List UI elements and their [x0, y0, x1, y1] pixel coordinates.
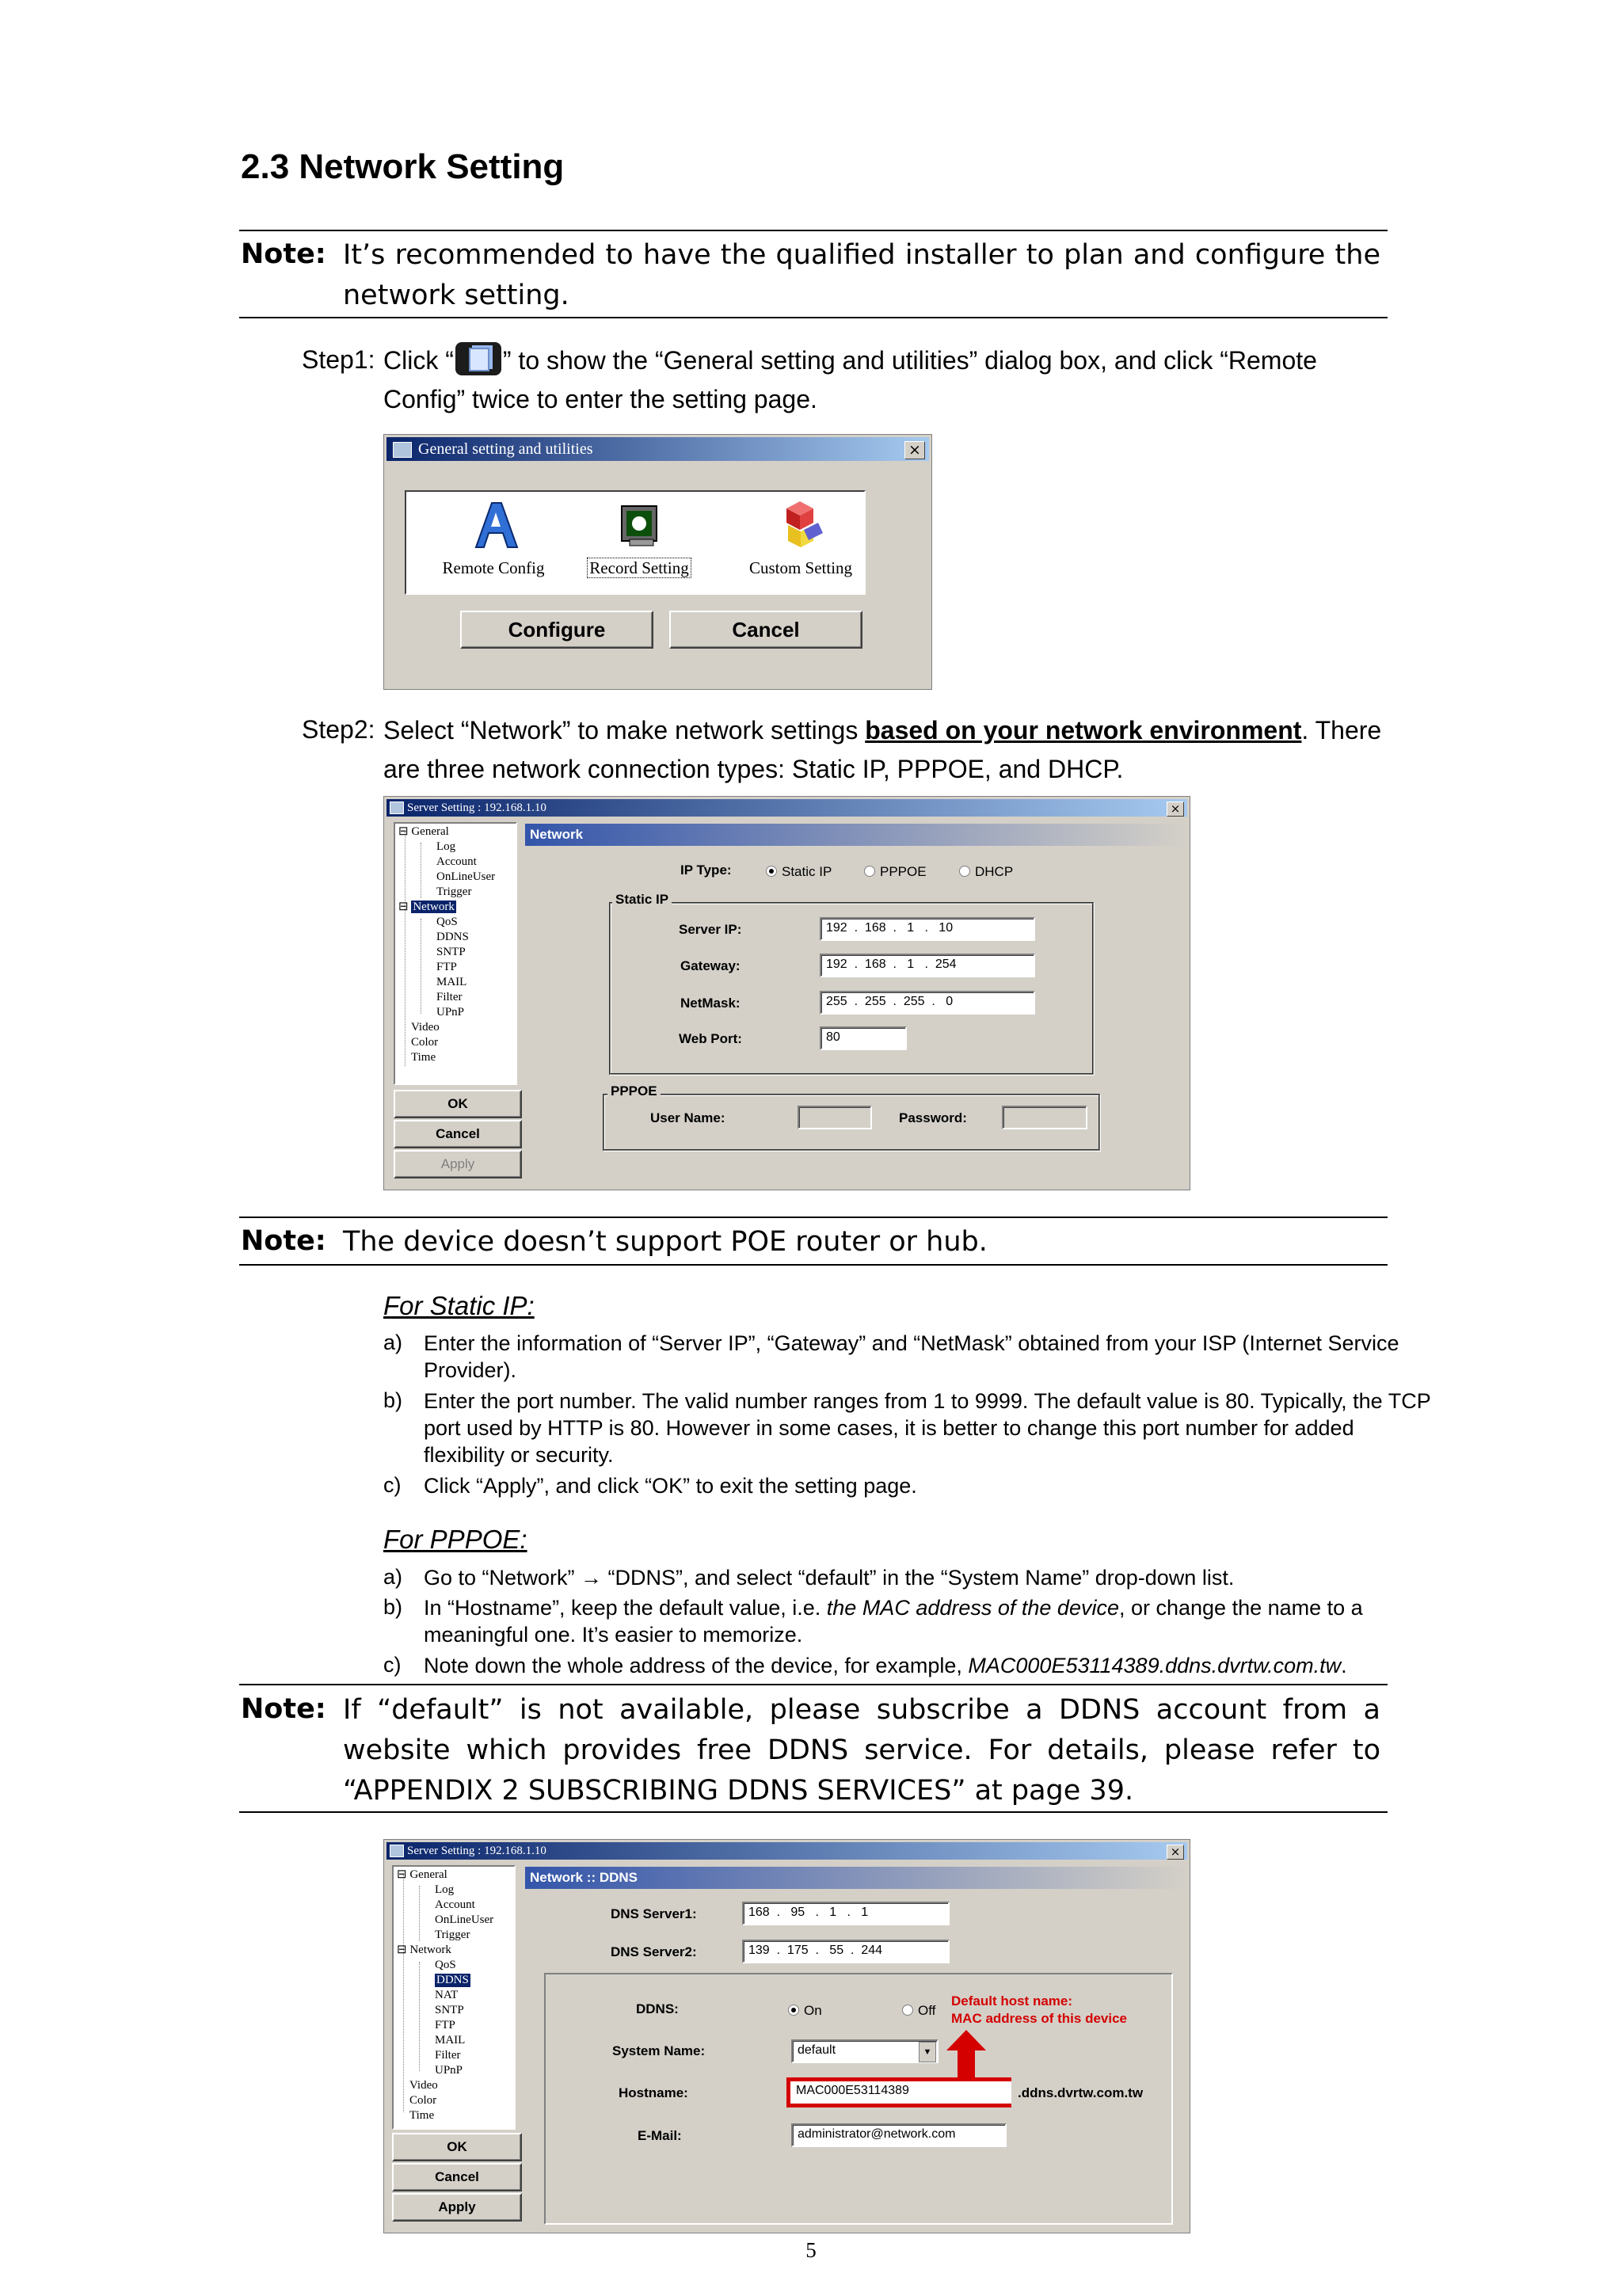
- tree-item-general[interactable]: ⊟ General: [397, 1868, 447, 1881]
- radio-off-icon: [959, 866, 970, 877]
- tree-item-nat[interactable]: NAT: [435, 1989, 459, 2001]
- tree-item-filter[interactable]: Filter: [436, 991, 463, 1003]
- tree-item-color[interactable]: Color: [409, 2094, 437, 2107]
- tree-item-onlineuser[interactable]: OnLineUser: [436, 870, 496, 883]
- email-label: E-Mail:: [638, 2128, 682, 2143]
- custom-setting-icon: [772, 498, 828, 554]
- note-label: Note:: [241, 1225, 326, 1257]
- list-marker: b): [383, 1388, 403, 1412]
- web-port-field[interactable]: 80: [820, 1026, 907, 1050]
- remote-config-label: Remote Config: [442, 558, 545, 577]
- note-rule-top: [239, 1684, 1388, 1685]
- step1-label: Step1:: [302, 345, 375, 374]
- tree-item-onlineuser[interactable]: OnLineUser: [435, 1913, 494, 1926]
- ddns-label: DDNS:: [636, 2001, 679, 2016]
- tree-item-general[interactable]: ⊟ General: [398, 825, 449, 838]
- tree-item-sntp[interactable]: SNTP: [436, 946, 466, 958]
- page-number: 5: [805, 2238, 817, 2262]
- utilities-panel: [405, 490, 866, 595]
- close-icon[interactable]: ×: [904, 441, 925, 459]
- general-setting-dialog: [383, 434, 932, 690]
- note-text: If “default” is not available, please subscribe a DDNS account from a website which provides free DDNS service. For details, please refer to “APPENDIX 2 SUBSCRIBING DDNS SERVICES” at page 39.: [343, 1694, 1380, 1807]
- record-setting-icon: [612, 498, 668, 554]
- tree-item-color[interactable]: Color: [411, 1036, 439, 1049]
- ok-button[interactable]: OK: [394, 1090, 522, 1118]
- password-field[interactable]: [1002, 1106, 1087, 1129]
- list-marker: c): [383, 1473, 402, 1497]
- list-item: In “Hostname”, keep the default value, i.e. the MAC address of the device, or change the name to a meaningful one. It’s easier to memorize.: [424, 1596, 1363, 1647]
- section-heading: 2.3 Network Setting: [241, 147, 565, 186]
- tree-item-filter[interactable]: Filter: [435, 2049, 461, 2062]
- configure-button[interactable]: Configure: [460, 611, 653, 649]
- radio-off-icon: [864, 866, 875, 877]
- tree-item-log[interactable]: Log: [435, 1883, 455, 1896]
- list-item: Click “Apply”, and click “OK” to exit the setting page.: [424, 1474, 917, 1498]
- radio-on-icon: [788, 2005, 799, 2016]
- tree-item-account[interactable]: Account: [435, 1898, 475, 1911]
- server-ip-label: Server IP:: [679, 922, 742, 937]
- server-setting-ddns-dialog: [383, 1839, 1190, 2233]
- chevron-down-icon: ▼: [919, 2042, 936, 2062]
- password-label: Password:: [899, 1110, 967, 1125]
- netmask-field[interactable]: 255 . 255 . 255 . 0: [820, 991, 1035, 1015]
- custom-setting-item[interactable]: [745, 498, 856, 585]
- tree-item-qos[interactable]: QoS: [435, 1959, 456, 1971]
- hostname-label: Hostname:: [619, 2085, 688, 2100]
- system-name-label: System Name:: [612, 2043, 706, 2058]
- netmask-label: NetMask:: [680, 996, 741, 1011]
- note-label: Note:: [241, 1693, 326, 1725]
- close-icon[interactable]: ×: [1167, 802, 1184, 817]
- tree-item-mail[interactable]: MAIL: [435, 2034, 466, 2047]
- tree-item-video[interactable]: Video: [409, 2079, 438, 2092]
- tree-item-trigger[interactable]: Trigger: [435, 1929, 470, 1941]
- app-icon: [390, 802, 404, 814]
- ip-type-pppoe-radio[interactable]: PPPOE: [864, 864, 927, 880]
- remote-config-item[interactable]: [438, 498, 549, 585]
- list-marker: a): [383, 1565, 403, 1589]
- hostname-field[interactable]: MAC000E53114389: [791, 2081, 1011, 2104]
- ddns-on-radio[interactable]: On: [788, 2003, 822, 2019]
- close-icon[interactable]: ×: [1167, 1845, 1184, 1860]
- list-item: Go to “Network” → “DDNS”, and select “default” in the “System Name” drop-down list.: [424, 1566, 1235, 1590]
- record-setting-label: Record Setting: [587, 558, 691, 578]
- tree-item-network[interactable]: ⊟ Network: [398, 901, 455, 913]
- email-field[interactable]: administrator@network.com: [791, 2123, 1007, 2147]
- dialog-title-bar: Server Setting : 192.168.1.10 ×: [386, 799, 1187, 817]
- list-marker: b): [383, 1595, 403, 1619]
- note-rule-bottom: [239, 1811, 1388, 1813]
- radio-off-icon: [902, 2005, 913, 2016]
- custom-setting-label: Custom Setting: [748, 558, 853, 577]
- dns-server2-label: DNS Server2:: [611, 1944, 697, 1959]
- system-name-select[interactable]: default ▼: [791, 2039, 939, 2063]
- note-text: The device doesn’t support POE router or hub.: [343, 1226, 988, 1258]
- ip-type-dhcp-radio[interactable]: DHCP: [959, 864, 1013, 880]
- tree-item-account[interactable]: Account: [436, 855, 477, 868]
- tree-item-upnp[interactable]: UPnP: [435, 2064, 463, 2077]
- remote-config-icon: [468, 498, 524, 554]
- list-item: Note down the whole address of the device, for example, MAC000E53114389.ddns.dvrtw.com.tw.: [424, 1654, 1347, 1677]
- settings-tree: [392, 1865, 516, 2130]
- hostname-suffix: .ddns.dvrtw.com.tw: [1018, 2085, 1144, 2100]
- apply-button[interactable]: Apply: [392, 2193, 522, 2222]
- ddns-off-radio[interactable]: Off: [902, 2003, 935, 2019]
- cancel-button[interactable]: Cancel: [392, 2163, 522, 2191]
- callout-line-1: Default host name:: [951, 1993, 1073, 2009]
- step2-text: Select “Network” to make network settings based on your network environment. There are three network connection types: Static IP, PPPOE, and DHCP.: [383, 716, 1382, 783]
- app-icon: [393, 442, 412, 458]
- dns-server1-field[interactable]: 168 . 95 . 1 . 1: [742, 1902, 950, 1925]
- tree-item-ftp[interactable]: FTP: [436, 961, 457, 973]
- user-name-field[interactable]: [798, 1106, 872, 1129]
- note-text: It’s recommended to have the qualified installer to plan and configure the network setting.: [343, 239, 1380, 311]
- settings-tree: [394, 822, 517, 1085]
- apply-button[interactable]: Apply: [394, 1150, 522, 1178]
- callout-arrow-icon: [946, 2030, 986, 2079]
- pppoe-heading: For PPPOE:: [383, 1525, 527, 1554]
- step1-text: Click “ ” to show the “General setting and utilities” dialog box, and click “Remote Config” twice to enter the setting page.: [383, 341, 1397, 419]
- cancel-button[interactable]: Cancel: [394, 1120, 522, 1148]
- dialog-title-bar: General setting and utilities ×: [386, 437, 929, 461]
- tree-item-ddns[interactable]: DDNS: [436, 1974, 469, 1986]
- radio-on-icon: [766, 866, 777, 877]
- ddns-banner: Network :: DDNS: [525, 1867, 1187, 1889]
- tree-item-video[interactable]: Video: [411, 1021, 440, 1034]
- tree-item-ftp[interactable]: FTP: [435, 2019, 455, 2031]
- note-rule-bottom: [239, 1264, 1388, 1266]
- tree-item-network[interactable]: ⊟ Network: [397, 1944, 451, 1956]
- list-item: Enter the port number. The valid number ranges from 1 to 9999. The default value is 80. Typically, the TCP port used by HTTP is 80. However in some cases, it is better to change this port number for added flexibility or security.: [424, 1389, 1431, 1467]
- dns-server1-label: DNS Server1:: [611, 1906, 697, 1921]
- note-rule-top: [239, 230, 1388, 231]
- gateway-label: Gateway:: [680, 958, 741, 973]
- callout-line-2: MAC address of this device: [951, 2011, 1128, 2026]
- cancel-button[interactable]: Cancel: [669, 611, 862, 649]
- dialog-title-bar: Server Setting : 192.168.1.10 ×: [386, 1842, 1187, 1860]
- tree-item-ddns[interactable]: DDNS: [436, 931, 469, 943]
- general-settings-icon: [455, 342, 501, 375]
- gateway-field[interactable]: 192 . 168 . 1 . 254: [820, 954, 1035, 977]
- ip-type-label: IP Type:: [680, 862, 732, 878]
- list-item: Enter the information of “Server IP”, “Gateway” and “NetMask” obtained from your ISP (Internet Service Provider).: [424, 1331, 1399, 1382]
- app-icon: [390, 1845, 404, 1857]
- tree-item-trigger[interactable]: Trigger: [436, 885, 472, 898]
- pppoe-group-title: PPPOE: [607, 1083, 661, 1099]
- record-setting-item[interactable]: [584, 498, 695, 585]
- tree-item-mail[interactable]: MAIL: [436, 976, 467, 988]
- network-banner: Network: [525, 824, 1187, 846]
- note-rule-top: [239, 1217, 1388, 1218]
- tree-item-sntp[interactable]: SNTP: [435, 2004, 464, 2016]
- ip-type-static-radio[interactable]: Static IP: [766, 864, 832, 880]
- user-name-label: User Name:: [650, 1110, 725, 1125]
- server-ip-field[interactable]: 192 . 168 . 1 . 10: [820, 917, 1035, 941]
- list-marker: a): [383, 1331, 403, 1354]
- tree-item-time[interactable]: Time: [409, 2109, 435, 2122]
- web-port-label: Web Port:: [679, 1031, 742, 1046]
- static-ip-heading: For Static IP:: [383, 1291, 535, 1320]
- tree-item-time[interactable]: Time: [411, 1051, 436, 1064]
- static-ip-group-title: Static IP: [612, 892, 672, 908]
- tree-item-qos[interactable]: QoS: [436, 916, 458, 928]
- tree-item-upnp[interactable]: UPnP: [436, 1006, 465, 1019]
- tree-item-log[interactable]: Log: [436, 840, 456, 853]
- dns-server2-field[interactable]: 139 . 175 . 55 . 244: [742, 1940, 950, 1963]
- note-label: Note:: [241, 238, 326, 270]
- ok-button[interactable]: OK: [392, 2133, 522, 2161]
- list-marker: c): [383, 1653, 402, 1677]
- step2-label: Step2:: [302, 715, 375, 744]
- note-rule-bottom: [239, 317, 1388, 318]
- server-setting-network-dialog: [383, 796, 1190, 1190]
